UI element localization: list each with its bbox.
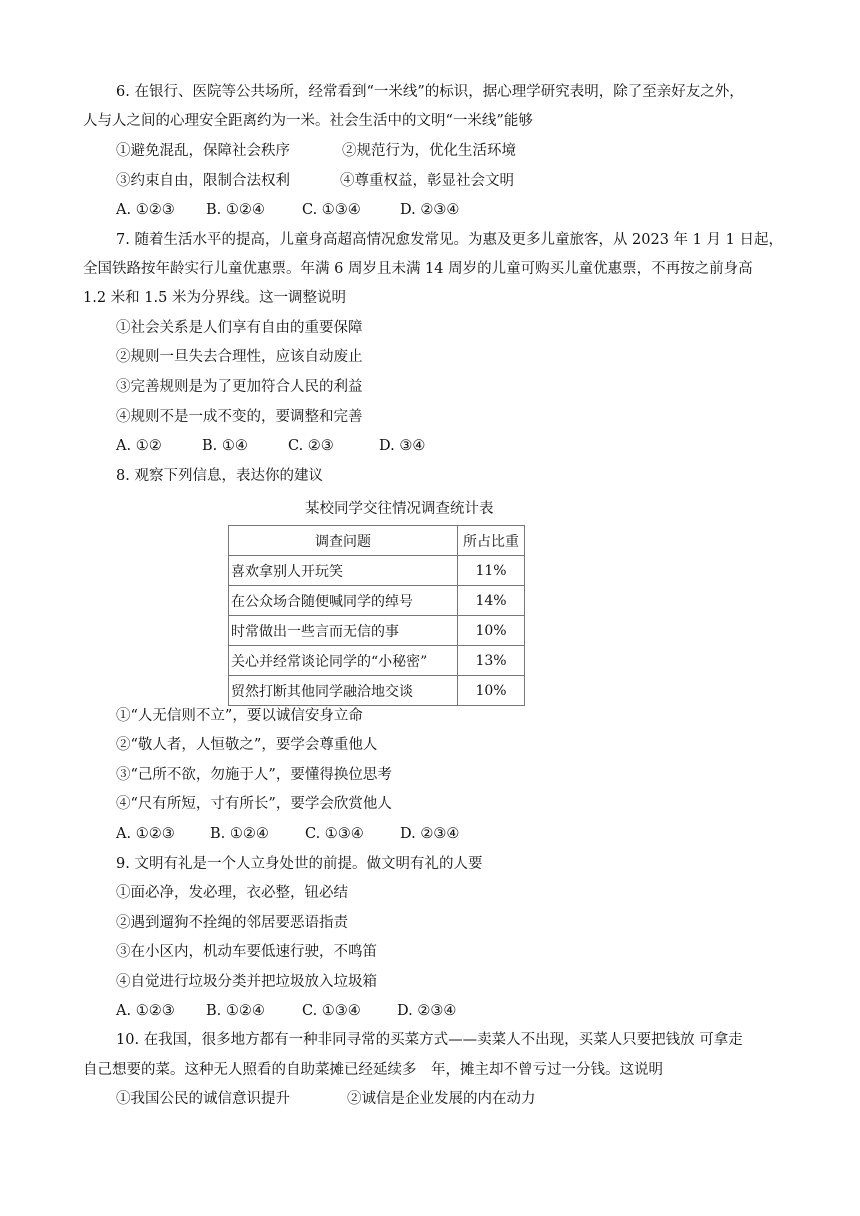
q6-choice-a: A. ①②③ — [116, 202, 175, 218]
table-row — [229, 556, 525, 586]
survey-header-ratio: 所占比重 — [458, 526, 525, 556]
table-row — [229, 616, 525, 646]
survey-ratio-cell: 14% — [458, 586, 525, 616]
q8-option-4: ④“尺有所短，寸有所长”，要学会欣赏他人 — [116, 796, 392, 812]
q7-option-3: ③完善规则是为了更加符合人民的利益 — [116, 379, 363, 395]
q9-choice-b: B. ①②④ — [206, 1003, 265, 1019]
survey-question-cell: 在公众场合随便喊同学的绰号 — [229, 586, 458, 616]
q6-option-2: ②规范行为，优化生活环境 — [342, 143, 516, 159]
q8-option-2: ②“敬人者，人恒敬之”，要学会尊重他人 — [116, 737, 378, 753]
q9-option-3: ③在小区内，机动车要低速行驶，不鸣笛 — [116, 944, 377, 960]
q9-option-4: ④自觉进行垃圾分类并把垃圾放入垃圾箱 — [116, 974, 377, 990]
q6-option-3: ③约束自由，限制合法权利 — [116, 173, 290, 189]
q6-choice-c: C. ①③④ — [302, 202, 361, 218]
q8-choice-a: A. ①②③ — [116, 826, 175, 842]
q9-option-2: ②遇到遛狗不拴绳的邻居要恶语指责 — [116, 915, 348, 931]
table-row — [229, 586, 525, 616]
survey-header-question: 调查问题 — [229, 526, 458, 556]
survey-question-cell: 喜欢拿别人开玩笑 — [229, 556, 458, 586]
table-row — [229, 676, 525, 706]
survey-question-cell: 贸然打断其他同学融洽地交谈 — [229, 676, 458, 706]
q7-choice-c: C. ②③ — [288, 438, 334, 454]
survey-ratio-cell: 13% — [458, 646, 525, 676]
q6-stem-line1: 6. 在银行、医院等公共场所，经常看到“一米线”的标识，据心理学研究表明，除了至亲好友之外， — [116, 84, 744, 100]
q7-choice-b: B. ①④ — [202, 438, 248, 454]
q7-option-4: ④规则不是一成不变的，要调整和完善 — [116, 409, 363, 425]
q6-option-4: ④尊重权益，彰显社会文明 — [340, 173, 514, 189]
q9-choice-c: C. ①③④ — [302, 1003, 361, 1019]
q7-choice-d: D. ③④ — [379, 438, 426, 454]
q6-choice-b: B. ①②④ — [206, 202, 265, 218]
q8-option-1: ①“人无信则不立”，要以诚信安身立命 — [116, 708, 363, 724]
q8-choice-b: B. ①②④ — [210, 826, 269, 842]
table-row — [229, 646, 525, 676]
q7-option-2: ②规则一旦失去合理性，应该自动废止 — [116, 349, 363, 365]
survey-ratio-cell: 10% — [458, 676, 525, 706]
q10-option-2: ②诚信是企业发展的内在动力 — [347, 1091, 536, 1107]
q6-choice-d: D. ②③④ — [400, 202, 460, 218]
q9-choice-d: D. ②③④ — [397, 1003, 457, 1019]
survey-table — [228, 525, 525, 706]
q10-option-1: ①我国公民的诚信意识提升 — [116, 1091, 290, 1107]
survey-ratio-cell: 11% — [458, 556, 525, 586]
q7-choice-a: A. ①② — [116, 438, 162, 454]
q7-stem-line1: 7. 随着生活水平的提高，儿童身高超高情况愈发常见。为惠及更多儿童旅客，从 2023 年 1 月 1 日起， — [116, 232, 783, 248]
q7-stem-line3: 1.2 米和 1.5 米为分界线。这一调整说明 — [83, 290, 346, 306]
q8-stem: 8. 观察下列信息，表达你的建议 — [116, 468, 323, 484]
survey-table-header-row — [229, 526, 525, 556]
q7-stem-line2: 全国铁路按年龄实行儿童优惠票。年满 6 周岁且未满 14 周岁的儿童可购买儿童优惠票，不再按之前身高 — [83, 261, 753, 277]
q8-choice-c: C. ①③④ — [305, 826, 364, 842]
survey-ratio-cell: 10% — [458, 616, 525, 646]
q10-stem-line2: 自己想要的菜。这种无人照看的自助菜摊已经延续多 年，摊主却不曾亏过一分钱。这说明 — [83, 1062, 663, 1078]
q9-choice-a: A. ①②③ — [116, 1003, 175, 1019]
q8-choice-d: D. ②③④ — [400, 826, 460, 842]
q8-option-3: ③“己所不欲，勿施于人”，要懂得换位思考 — [116, 767, 392, 783]
q9-stem: 9. 文明有礼是一个人立身处世的前提。做文明有礼的人要 — [116, 856, 483, 872]
survey-question-cell: 关心并经常谈论同学的“小秘密” — [229, 646, 458, 676]
survey-question-cell: 时常做出一些言而无信的事 — [229, 616, 458, 646]
q6-stem-line2: 人与人之间的心理安全距离约为一米。社会生活中的文明“一米线”能够 — [83, 113, 533, 129]
survey-table-title: 某校同学交往情况调查统计表 — [305, 501, 494, 517]
q10-stem-line1: 10. 在我国，很多地方都有一种非同寻常的买菜方式——卖菜人不出现，买菜人只要把钱放 可拿走 — [116, 1032, 743, 1048]
q7-option-1: ①社会关系是人们享有自由的重要保障 — [116, 320, 363, 336]
q6-option-1: ①避免混乱，保障社会秩序 — [116, 143, 290, 159]
q9-option-1: ①面必净，发必理，衣必整，钮必结 — [116, 885, 348, 901]
